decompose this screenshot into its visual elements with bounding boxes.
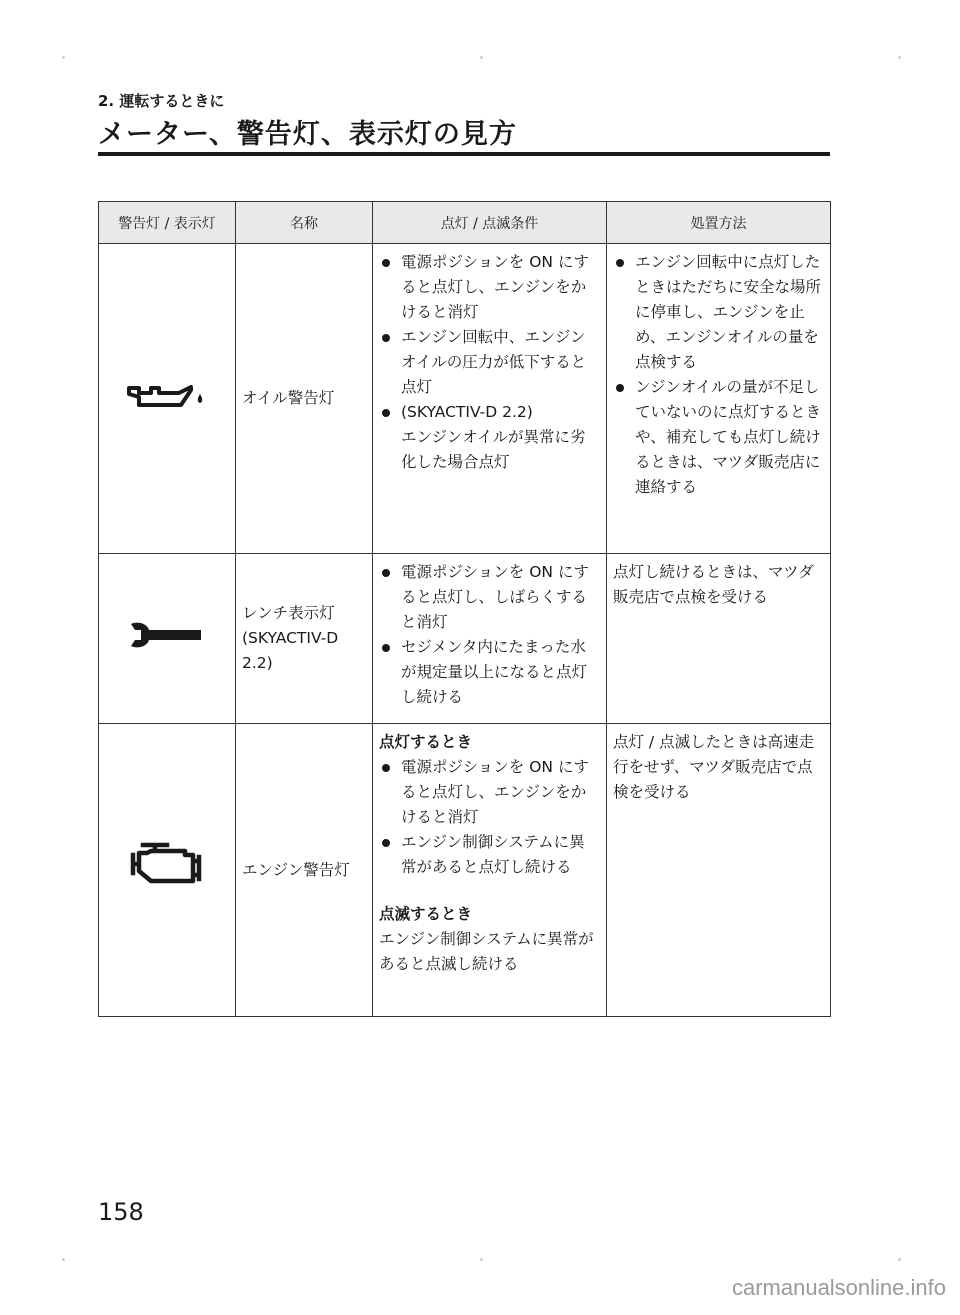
list-item: 電源ポジションを ON にすると点灯し、エンジンをかけると消灯 (379, 250, 600, 325)
heading-rule (98, 152, 830, 156)
list-item: 電源ポジションを ON にすると点灯し、エンジンをかけると消灯 (379, 755, 600, 830)
icon-cell (99, 244, 236, 554)
page-number: 158 (98, 1198, 144, 1226)
column-header: 処置方法 (607, 202, 831, 244)
column-header: 名称 (236, 202, 373, 244)
page-title: メーター、警告灯、表示灯の見方 (98, 119, 517, 150)
name-cell (236, 244, 373, 554)
table-header-row (99, 202, 831, 244)
crop-mark (480, 56, 483, 59)
icon-cell (99, 724, 236, 1017)
conditions-cell (373, 554, 607, 724)
list-item: エンジン回転中に点灯したときはただちに安全な場所に停車し、エンジンを止め、エンジンオイルの量を点検する (613, 250, 824, 375)
crop-mark (62, 56, 65, 59)
column-header: 点灯 / 点滅条件 (373, 202, 607, 244)
blink-text: エンジン制御システムに異常があると点滅し続ける (379, 930, 594, 973)
table-row (99, 724, 831, 1017)
conditions-cell (373, 244, 607, 554)
light-name: エンジン警告灯 (242, 860, 350, 879)
crop-mark (898, 56, 901, 59)
lit-heading: 点灯するとき (379, 733, 473, 751)
engine-icon (127, 841, 207, 891)
oil-can-icon (127, 380, 207, 410)
blink-heading: 点滅するとき (379, 905, 473, 923)
wrench-icon (127, 620, 207, 650)
list-item: エンジン回転中、エンジンオイルの圧力が低下すると点灯 (379, 325, 600, 400)
light-name: レンチ表示灯 (SKYACTIV-D 2.2) (242, 604, 339, 672)
column-header: 警告灯 / 表示灯 (99, 202, 236, 244)
list-item: 電源ポジションを ON にすると点灯し、しばらくすると消灯 (379, 560, 600, 635)
list-item: (SKYACTIV-D 2.2) エンジンオイルが異常に劣化した場合点灯 (379, 400, 600, 475)
crop-mark (480, 1258, 483, 1261)
light-name: オイル警告灯 (242, 389, 335, 407)
conditions-cell (373, 724, 607, 1017)
icon-cell (99, 554, 236, 724)
crop-mark (898, 1258, 901, 1261)
action-cell (607, 244, 831, 554)
list-item: ンジンオイルの量が不足していないのに点灯するときや、補充しても点灯し続けるときは、マツダ販売店に連絡する (613, 375, 824, 500)
action-text: 点灯し続けるときは、マツダ販売店で点検を受ける (613, 563, 814, 606)
footer-watermark: carmanualsonline.info (731, 1275, 946, 1300)
section-label: 2. 運転するときに (98, 92, 225, 110)
list-item: エンジン制御システムに異常があると点灯し続ける (379, 830, 600, 880)
name-cell (236, 724, 373, 1017)
warning-light-table (98, 201, 831, 1017)
table-row (99, 244, 831, 554)
list-item: セジメンタ内にたまった水が規定量以上になると点灯し続ける (379, 635, 600, 710)
action-cell (607, 554, 831, 724)
crop-mark (62, 1258, 65, 1261)
name-cell (236, 554, 373, 724)
action-cell (607, 724, 831, 1017)
table-row (99, 554, 831, 724)
action-text: 点灯 / 点滅したときは高速走行をせず、マツダ販売店で点検を受ける (613, 733, 815, 801)
